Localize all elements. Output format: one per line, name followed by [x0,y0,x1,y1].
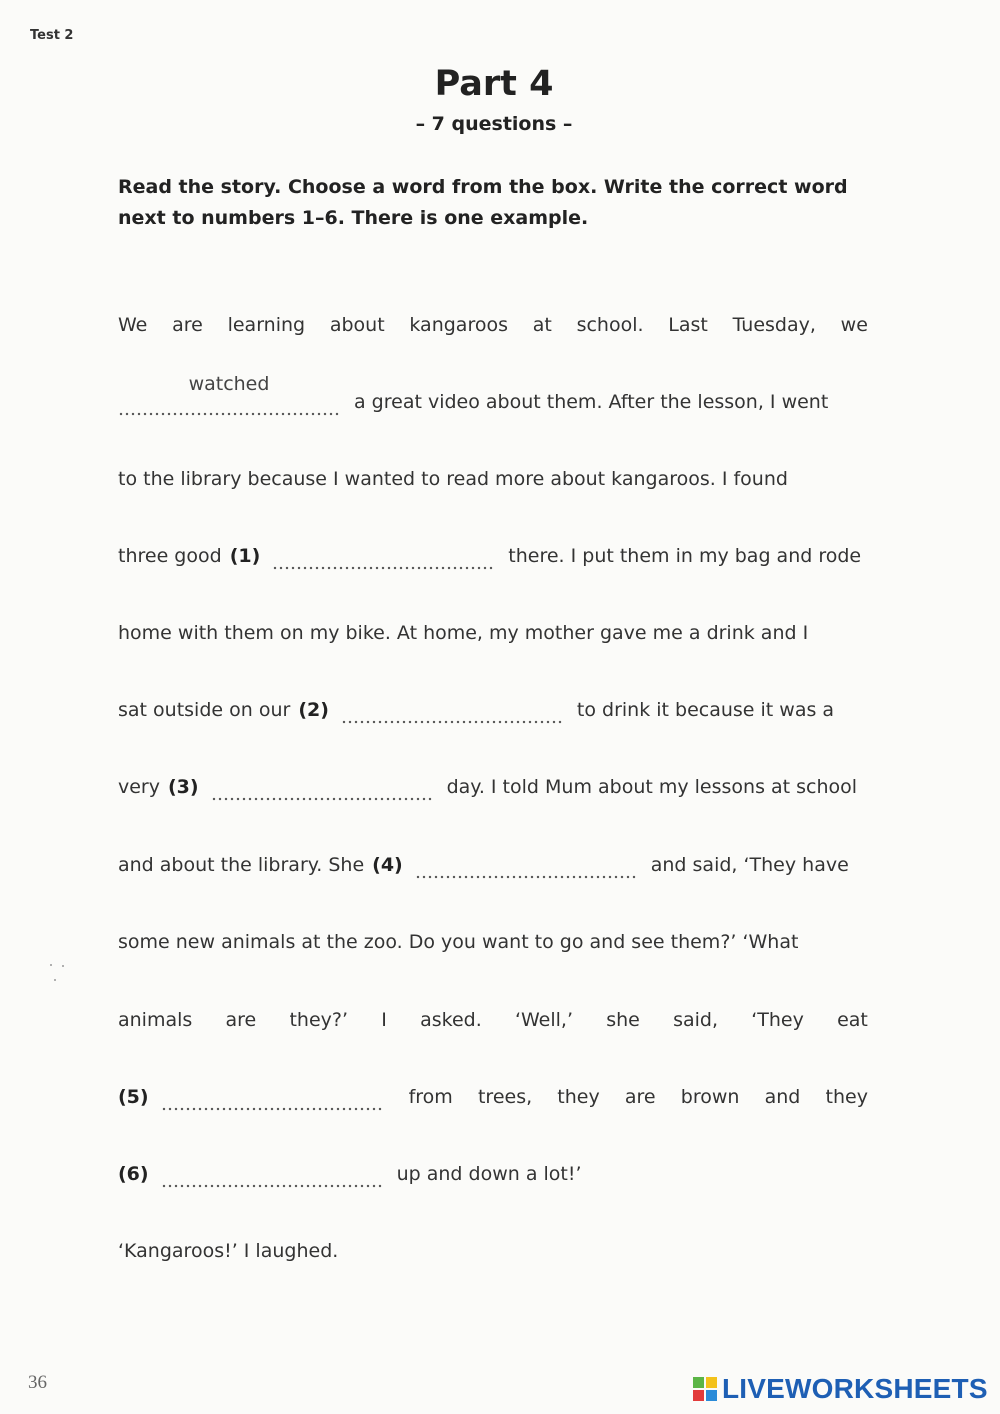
word: learning [227,314,306,336]
brand-text: LIVEWORKSHEETS [722,1373,988,1404]
story-text: some new animals at the zoo. Do you want to go and see them?’ ‘What [118,931,799,953]
story-line-12 [118,1154,868,1194]
logo-square-green [693,1377,704,1388]
word: she [606,1009,640,1031]
story-text: there. I put them in my bag and rode [508,545,862,567]
answer-blank-2[interactable] [341,695,563,725]
story-text: ‘Kangaroos!’ I laughed. [118,1240,339,1262]
story-text: day. I told Mum about my lessons at school [446,776,858,798]
logo-square-yellow [706,1377,717,1388]
story-text: to the library because I wanted to read more about kangaroos. I found [118,468,788,490]
story-line-7 [118,767,868,807]
story-line-10 [118,1000,868,1040]
word: they?’ [289,1009,349,1031]
page-number: 36 [28,1372,47,1393]
word: are [172,314,203,336]
liveworksheets-logo[interactable] [693,1373,988,1405]
answer-blank-5[interactable] [161,1082,383,1112]
question-number-3: (3) [168,776,199,798]
liveworksheets-logo-icon [693,1377,717,1401]
answer-blank-4[interactable] [415,850,637,880]
word: We [118,314,148,336]
story-line-6 [118,690,868,730]
word: from [408,1086,453,1108]
story-line-8 [118,845,868,885]
story-line-11 [118,1077,868,1117]
question-number-5: (5) [118,1086,149,1108]
question-number-1: (1) [229,545,261,567]
word: about [329,314,385,336]
word: eat [837,1009,868,1031]
question-number-2: (2) [298,699,329,721]
story-text: up and down a lot!’ [396,1163,582,1185]
logo-square-blue [706,1390,717,1401]
page-title: Part 4 [434,64,554,104]
instructions: Read the story. Choose a word from the box. Write the correct word next to numbers 1–6. There is one example. [118,176,848,229]
story-text: three good [118,545,222,567]
word: asked. [420,1009,482,1031]
answer-blank-6[interactable] [161,1159,383,1189]
story-text: very [118,776,160,798]
story-text: a great video about them. After the lesson, I went [354,391,829,413]
story-text: home with them on my bike. At home, my mother gave me a drink and I [118,622,809,644]
example-answer-blank [118,373,340,417]
example-answer: watched [188,373,270,395]
story-line-5 [118,613,868,653]
word: Last [668,314,708,336]
word: at [532,314,552,336]
question-number-4: (4) [372,854,403,876]
word: said, [673,1009,719,1031]
word: I [381,1009,387,1031]
logo-square-red [693,1390,704,1401]
word: ‘Well,’ [514,1009,574,1031]
story-line-4 [118,536,868,576]
word: we [840,314,868,336]
page-subtitle: – 7 questions – [415,113,573,135]
question-number-6: (6) [118,1163,149,1185]
scan-specks [48,962,68,986]
answer-blank-3[interactable] [211,772,433,802]
word: Tuesday, [732,314,816,336]
word: kangaroos [409,314,508,336]
word: trees, [477,1086,533,1108]
word: and [764,1086,801,1108]
word: they [825,1086,868,1108]
story-line-11-words [409,1086,868,1108]
word: animals [118,1009,193,1031]
word: they [557,1086,600,1108]
word: ‘They [751,1009,804,1031]
story-line-1 [118,305,868,345]
word: school. [576,314,644,336]
word: are [624,1086,656,1108]
story-line-3 [118,459,868,499]
story-line-9 [118,922,868,962]
story-text: sat outside on our [118,699,291,721]
story-line-2 [118,373,868,422]
story-line-13 [118,1231,868,1271]
answer-blank-1[interactable] [272,541,494,571]
word: are [225,1009,257,1031]
story-text: and about the library. She [118,854,365,876]
story-text: to drink it because it was a [576,699,835,721]
test-label: Test 2 [30,28,74,43]
word: brown [680,1086,740,1108]
story-text: and said, ‘They have [650,854,849,876]
